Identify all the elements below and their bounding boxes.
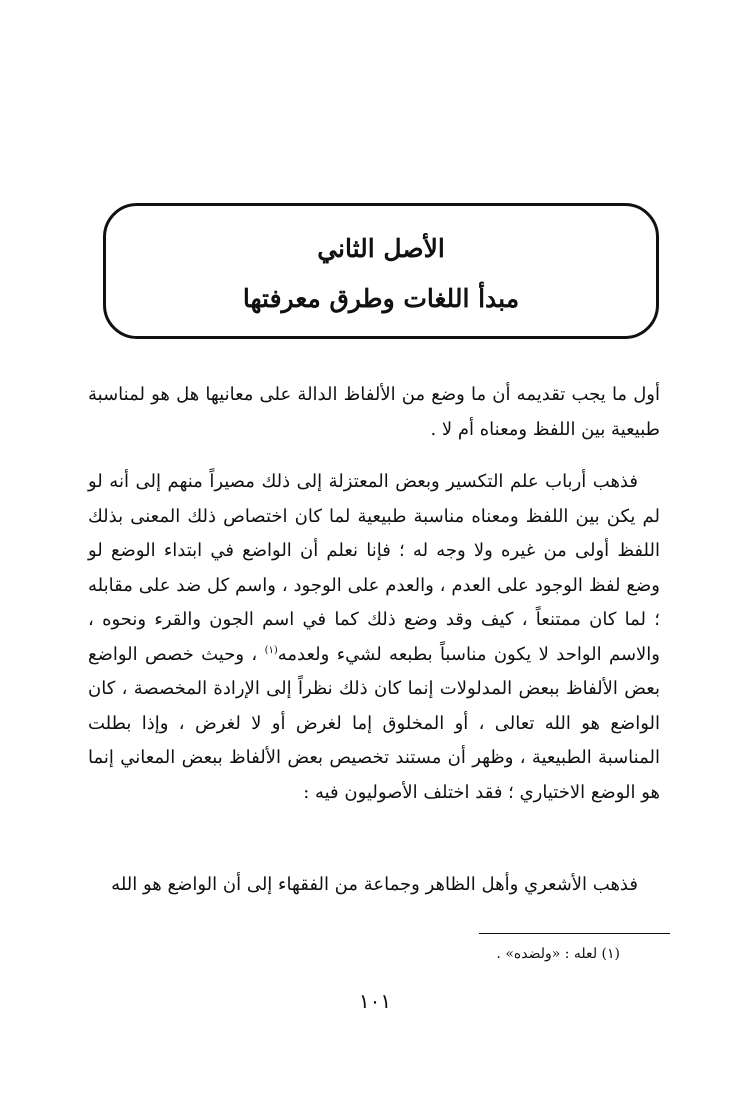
footnote-divider	[479, 933, 670, 934]
footnote-marker: (١)	[264, 644, 278, 656]
paragraph-2	[88, 465, 660, 810]
chapter-subtitle: مبدأ اللغات وطرق معرفتها	[242, 284, 520, 313]
chapter-title: الأصل الثاني	[317, 234, 445, 263]
paragraph-3: فذهب الأشعري وأهل الظاهر وجماعة من الفقهاء إلى أن الواضع هو الله	[111, 874, 638, 895]
paragraph-2-text-b: ، وحيث خصص الواضع بعض الألفاظ ببعض المدلولات إنما كان ذلك نظراً إلى الإرادة المخصصة ، كان الواضع هو الله تعالى ، أو المخلوق إما لغرض أو لا لغرض ، وإذا بطلت المناسبة الطبيعية ، وظهر أن مستند تخصيص بعض الألفاظ ببعض المعاني إنما هو الوضع الاختياري ؛ فقد اختلف الأصوليون فيه :	[88, 643, 660, 803]
page-number: ١٠١	[358, 989, 392, 1013]
paragraph-2-text-a: فذهب أرباب علم التكسير وبعض المعتزلة إلى ذلك مصيراً منهم إلى أنه لو لم يكن بين اللفظ ومعناه مناسبة طبيعية لما كان اختصاص ذلك المعنى بذلك اللفظ أولى من غيره ولا وجه له ؛ فإنا نعلم أن الواضع في ابتداء الوضع لو وضع لفظ الوجود على العدم ، والعدم على الوجود ، واسم كل ضد على مقابله ؛ لما كان ممتنعاً ، كيف وقد وضع ذلك كما في اسم الجون والقرء ونحوه ، والاسم الواحد لا يكون مناسباً بطبعه لشيء ولعدمه	[88, 471, 660, 665]
chapter-title-box	[103, 203, 659, 339]
footnote-text: (١) لعله : «ولضده» .	[496, 946, 620, 962]
paragraph-1: أول ما يجب تقديمه أن ما وضع من الألفاظ الدالة على معانيها هل هو لمناسبة طبيعية بين اللفظ ومعناه أم لا .	[88, 384, 660, 440]
